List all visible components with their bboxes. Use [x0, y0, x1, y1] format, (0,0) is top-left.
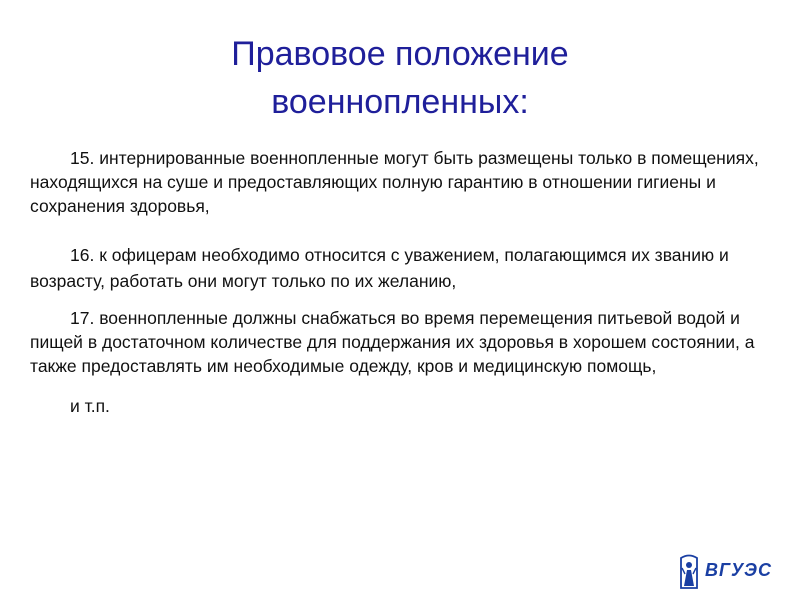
slide-title — [0, 30, 800, 126]
slide-title-line-2: военнопленных: — [271, 83, 529, 121]
paragraph-15: 15. интернированные военнопленные могут быть размещены только в помещениях, находящихся на суше и предоставляющих полную гарантию в отношении гигиены и сохранения здоровья, — [30, 148, 759, 216]
paragraph-etc: и т.п. — [70, 396, 110, 416]
paragraph-17: 17. военнопленные должны снабжаться во время перемещения питьевой водой и пищей в достаточном количестве для поддержания их здоровья в хорошем состоянии, а также предоставлять им необходимые одежду, кров и медицинскую помощь, — [30, 308, 755, 376]
university-emblem-icon — [678, 554, 700, 590]
paragraph-16: 16. к офицерам необходимо относится с уважением, полагающимся их званию и возрасту, работать они могут только по их желанию, — [30, 245, 729, 291]
logo-text: ВГУЭС — [705, 560, 772, 580]
university-logo — [678, 552, 788, 592]
slide-body — [30, 146, 775, 418]
slide-title-line-1: Правовое положение — [231, 35, 569, 73]
